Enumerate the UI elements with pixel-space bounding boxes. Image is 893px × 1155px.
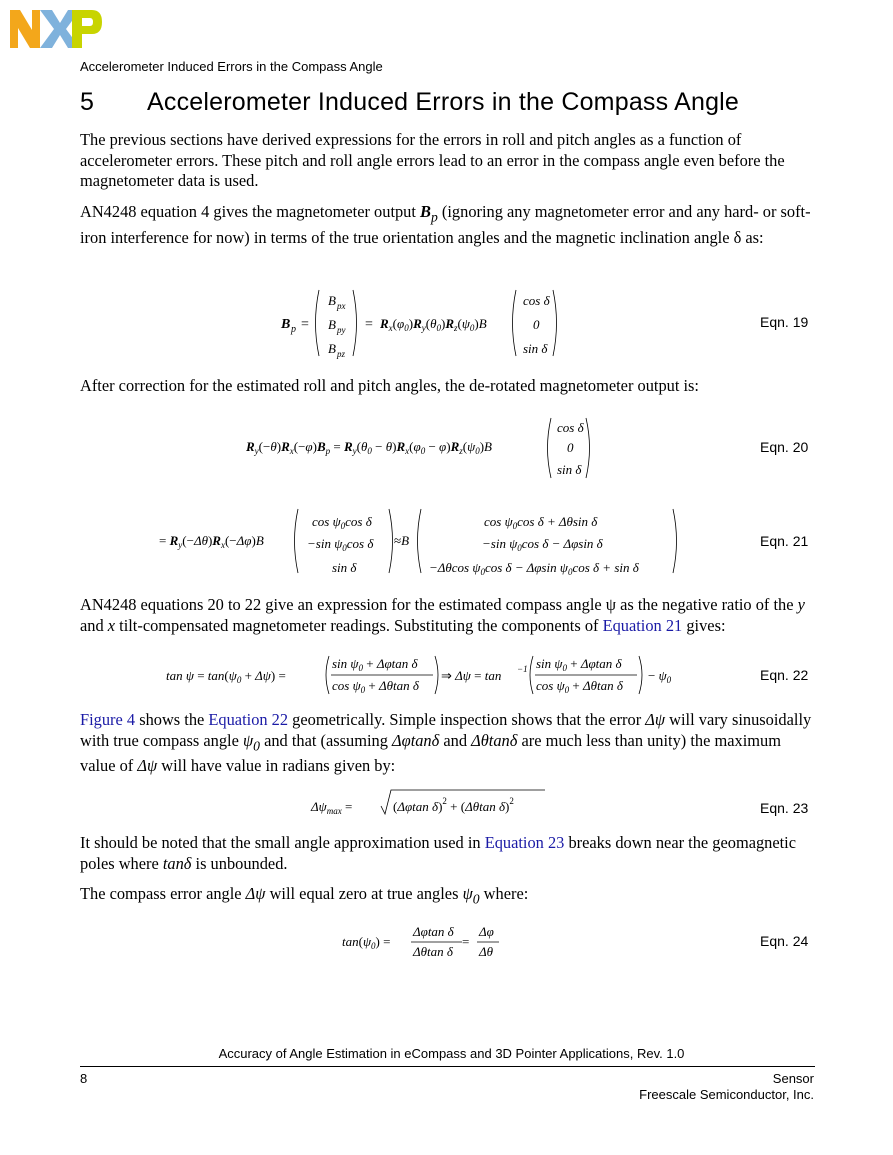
section-title-text: Accelerometer Induced Errors in the Compass Angle: [147, 88, 740, 116]
svg-text:=: =: [365, 317, 373, 332]
svg-text:0: 0: [533, 317, 540, 332]
svg-text:Δθ: Δθ: [479, 944, 494, 959]
svg-text:cos ψ0 + Δθtan δ: $\cos \psi_0 + \Delta\theta\tan$ δ: [332, 678, 419, 695]
page-number: 8: [80, 1071, 88, 1086]
svg-text:−sin ψ0cos δ − Δφsin δ: −sin $\psi_0\cos$ δ − Δφsin δ: [482, 536, 603, 553]
equation-number-21: Eqn. 21: [760, 533, 809, 549]
paragraph-an4248-eq4: AN4248 equation 4 gives the magnetometer output $B_p$ (ignoring any magnetometer error and any hard- or soft-iron interference for now) in terms of the true orientation angles and the magnetic inclination angle δ as:: [80, 202, 811, 247]
running-header: Accelerometer Induced Errors in the Compass Angle: [80, 59, 383, 74]
equation-21: [155, 505, 685, 577]
svg-text:cos ψ0cos δ: $\cos \psi_0\cos$ δ: [312, 514, 372, 531]
svg-text:− ψ0: − $\psi_0$: [648, 668, 672, 685]
paragraph-derotated: After correction for the estimated roll and pitch angles, the de-rotated magnetometer output is:: [80, 376, 699, 395]
figure-4-link[interactable]: Figure 4: [80, 710, 136, 729]
svg-text:cos ψ0 + Δθtan δ: $\cos \psi_0 + \Delta\theta\tan$ δ: [536, 678, 623, 695]
svg-text:tan ψ = tan(ψ0 + Δψ) =: $\tan \psi = \tan(\psi_0 + \Delta\psi)$ =: [166, 668, 286, 685]
nxp-logo: [10, 10, 102, 48]
equation-number-20: Eqn. 20: [760, 439, 809, 455]
svg-text:=: =: [462, 934, 470, 949]
svg-text:cos ψ0cos δ + Δθsin δ: $\cos \psi_0\cos$ δ + Δθsin δ: [484, 514, 598, 531]
paragraph-figure4: Figure 4 shows the Equation 22 geometrically. Simple inspection shows that the error Δψ will vary sinusoidally with true compass angle $\psi_0$ and that (assuming Δφtanδ and Δθtanδ are much less than unity) the maximum value of Δψ will have value in radians given by:: [80, 710, 812, 776]
svg-text:−sin ψ0cos δ: −sin $\psi_0\cos$ δ: [307, 536, 374, 553]
svg-text:=: =: [301, 317, 309, 332]
svg-text:sin ψ0 + Δφtan δ: $\sin \psi_0 + \Delta\varphi\tan$ δ: [332, 656, 418, 673]
equation-23: [305, 786, 555, 820]
svg-text:cos δ: cos δ: [557, 420, 584, 435]
paragraph-small-angle: It should be noted that the small angle approximation used in Equation 23 breaks down near the geomagnetic poles where tanδ is unbounded.: [80, 833, 797, 873]
svg-text:pz: pz: [337, 349, 346, 359]
svg-text:Δφtan δ: Δφtan δ: [413, 924, 454, 939]
footer-freescale: Freescale Semiconductor, Inc.: [639, 1087, 814, 1102]
equation-23-link[interactable]: Equation 23: [484, 833, 565, 852]
svg-text:p: p: [291, 324, 296, 335]
equation-number-22: Eqn. 22: [760, 667, 809, 683]
svg-text:B: B: [328, 293, 336, 308]
svg-text:Ry(−θ)Rx(−φ)Bp = Ry(θ0 − θ)Rx(: $R_y(-\theta)R_x(-\varphi)B_p = R_y(\theta_0 - \theta)R_x(\varphi_0 - \varphi)R_z(\psi_0)B$: [246, 439, 492, 456]
paragraph-an4248-eq20-22: AN4248 equations 20 to 22 give an expression for the estimated compass angle ψ as the negative ratio of the y and x tilt-compensated magnetometer readings. Substituting the components of Equation 21 gives:: [80, 595, 805, 635]
svg-text:B: B: [328, 341, 336, 356]
equation-22-link[interactable]: Equation 22: [208, 710, 289, 729]
equation-number-19: Eqn. 19: [760, 314, 809, 330]
equation-number-23: Eqn. 23: [760, 800, 809, 816]
equation-22: [160, 650, 690, 700]
svg-text:= Ry(−Δθ)Rx(−Δφ)B: = $R_y(-\Delta\theta)R_x(-\Delta\varphi)B$: [159, 533, 264, 550]
svg-text:B: B: [328, 317, 336, 332]
svg-text:px: px: [337, 301, 346, 311]
equation-20: [240, 414, 610, 482]
svg-text:Rx(φ0)Ry(θ0)Rz(ψ0)B: $R_x(\varphi_0)R_y(\theta_0)R_z(\psi_0)B$: [380, 316, 487, 333]
svg-text:−Δθcos ψ0cos δ − Δφsin ψ0cos δ: −Δθcos $\psi_0\cos$ δ − Δφsin $\psi_0\cos$ δ + sin δ: [429, 560, 639, 577]
equation-21-link[interactable]: Equation 21: [602, 615, 683, 635]
footer-document-title: Accuracy of Angle Estimation in eCompass and 3D Pointer Applications, Rev. 1.0: [218, 1046, 685, 1061]
svg-text:Δψmax =: $\Delta\psi_{max}$ =: [311, 799, 353, 816]
svg-text:cos δ: cos δ: [523, 293, 550, 308]
footer-divider: [80, 1066, 815, 1067]
section-number: 5: [80, 88, 95, 116]
footer-sensor: Sensor: [772, 1071, 814, 1086]
section-title: [80, 88, 739, 117]
svg-text:−1: −1: [517, 664, 528, 674]
paragraph-compass-error-zero: The compass error angle Δψ will equal zero at true angles $\psi_0$ where:: [80, 884, 529, 907]
svg-text:(Δφtan δ)2 + (Δθtan δ)2: (Δφtan δ)$^2$ + (Δθtan δ)$^2$: [393, 796, 514, 814]
svg-text:sin δ: sin δ: [557, 462, 582, 477]
svg-text:tan(ψ0) =: $\tan(\psi_0)$ =: [342, 934, 391, 951]
equation-number-24: Eqn. 24: [760, 933, 809, 949]
svg-text:sin δ: sin δ: [523, 341, 548, 356]
footer-company: [639, 1071, 814, 1103]
svg-text:Δθtan δ: Δθtan δ: [413, 944, 453, 959]
svg-text:≈B: ≈B: [394, 533, 410, 548]
equation-19: [275, 284, 575, 362]
svg-text:sin ψ0 + Δφtan δ: $\sin \psi_0 + \Delta\varphi\tan$ δ: [536, 656, 622, 673]
svg-text:Δφ: Δφ: [479, 924, 494, 939]
paragraph-intro: The previous sections have derived expressions for the errors in roll and pitch angles as a function of accelerometer errors. These pitch and roll angle errors lead to an error in the compass angle even before the magnetometer data is used.: [80, 130, 785, 191]
svg-text:sin δ: sin δ: [332, 560, 357, 575]
svg-text:0: 0: [567, 440, 574, 455]
svg-text:py: py: [337, 325, 346, 335]
equation-24: [338, 920, 518, 964]
svg-text:B: B: [281, 317, 291, 332]
svg-text:⇒ Δψ = tan: ⇒ Δψ = tan: [441, 668, 502, 683]
